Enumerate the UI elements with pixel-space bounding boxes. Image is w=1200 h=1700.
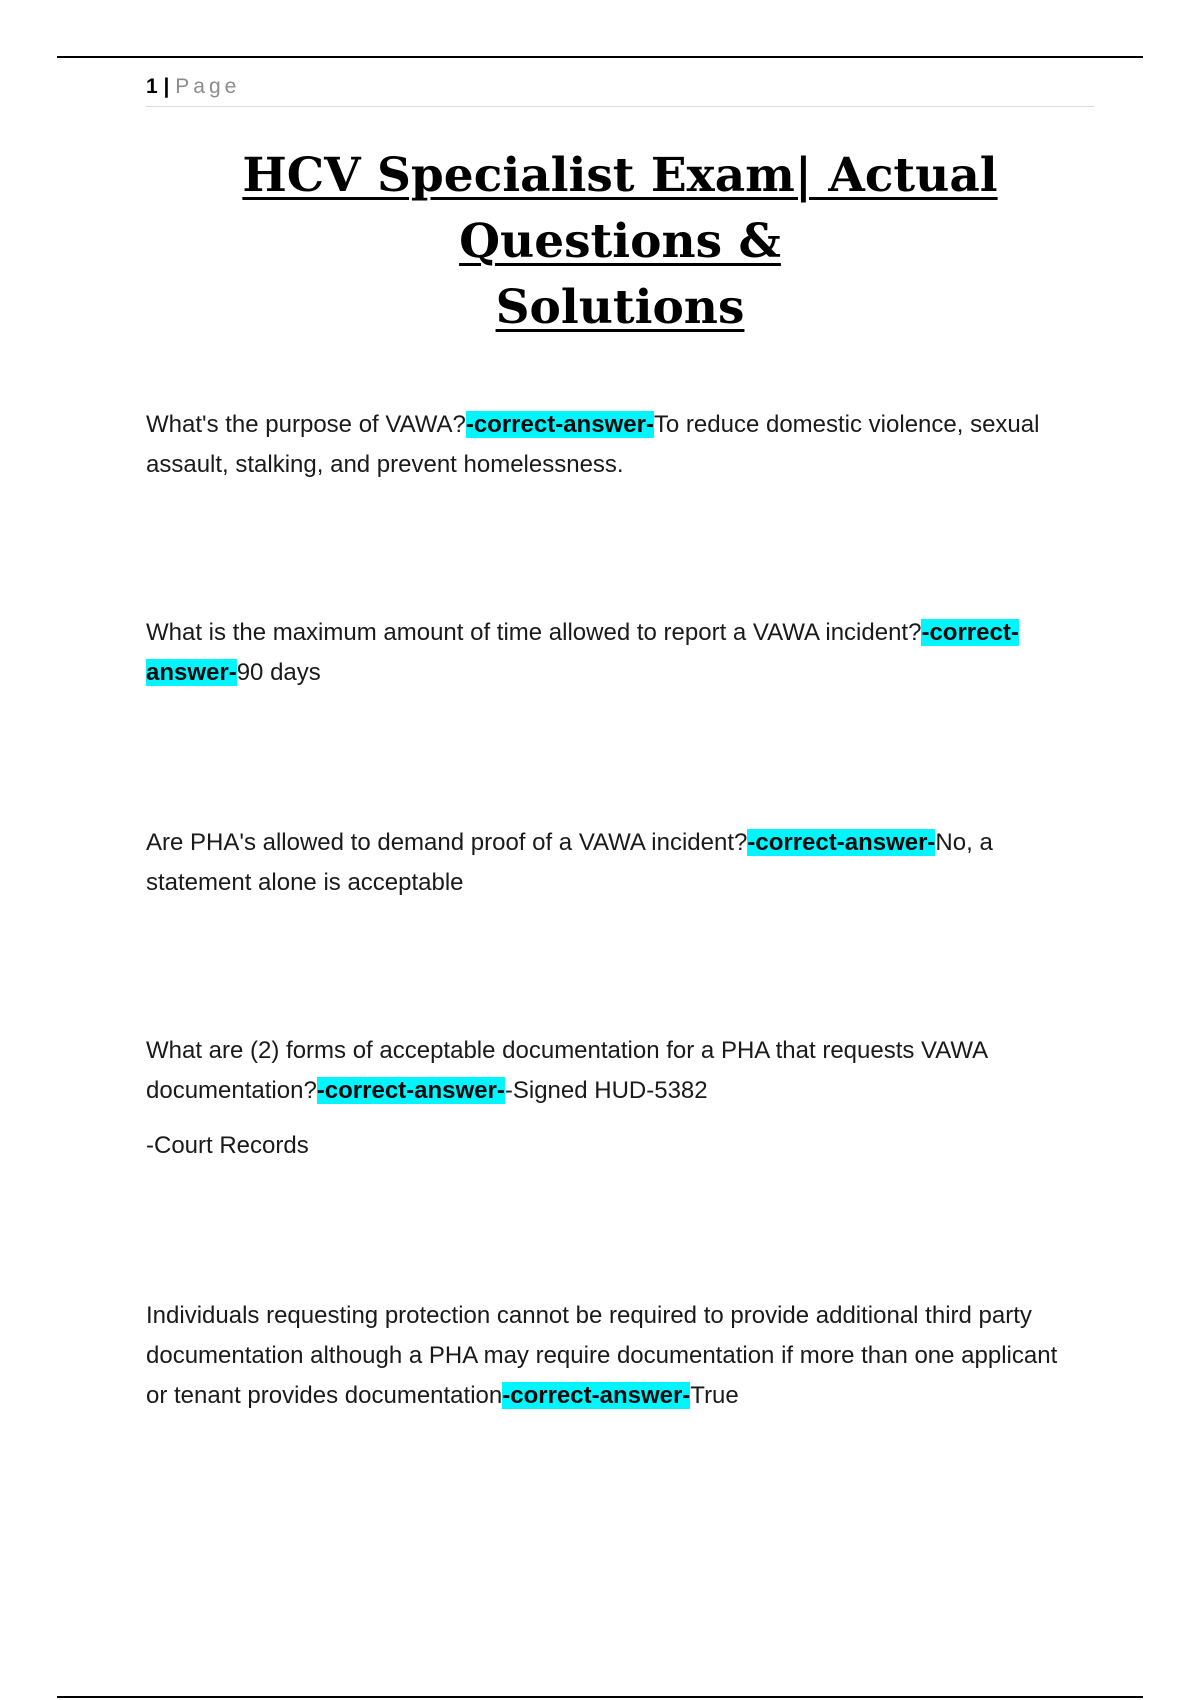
- page-label: Page: [175, 75, 241, 98]
- page-bottom-rule: [57, 1696, 1143, 1698]
- page-header: [146, 74, 1094, 107]
- page-separator: |: [163, 75, 170, 98]
- answer-4-extra: -Court Records: [146, 1132, 309, 1159]
- answer-2: 90 days: [236, 659, 321, 686]
- correct-answer-marker-4: -correct-answer-: [316, 1077, 505, 1104]
- qa-item-4: [146, 1031, 1066, 1111]
- question-4: What are (2) forms of acceptable documentation for a PHA that requests VAWA documentation?: [146, 1037, 987, 1104]
- question-3: Are PHA's allowed to demand proof of a VAWA incident?: [146, 829, 748, 856]
- correct-answer-marker-3: -correct-answer-: [747, 829, 936, 856]
- question-5: Individuals requesting protection cannot be required to provide additional third party documentation although a PHA may require documentation if more than one applicant or tenant provides documentation: [146, 1302, 1058, 1409]
- answer-4: -Signed HUD-5382: [504, 1077, 708, 1104]
- qa-item-1: [146, 405, 1066, 485]
- correct-answer-marker-2: -correct-answer-: [146, 619, 1019, 686]
- qa-item-5: [146, 1296, 1066, 1416]
- page-top-rule: [57, 56, 1143, 58]
- correct-answer-marker-1: -correct-answer-: [465, 411, 654, 438]
- correct-answer-marker-5: -correct-answer-: [502, 1382, 691, 1409]
- title-line-1: HCV Specialist Exam| Actual Questions &: [242, 148, 998, 269]
- answer-1: To reduce domestic violence, sexual assault, stalking, and prevent homelessness.: [146, 411, 1040, 478]
- answer-3: No, a statement alone is acceptable: [146, 829, 993, 896]
- question-1: What's the purpose of VAWA?: [146, 411, 466, 438]
- qa-item-3: [146, 823, 1066, 903]
- title-line-2: Solutions: [495, 280, 745, 335]
- qa-item-2: [146, 613, 1066, 693]
- page-number: 1: [146, 75, 158, 98]
- answer-5: True: [690, 1382, 739, 1409]
- question-2: What is the maximum amount of time allowed to report a VAWA incident?: [146, 619, 922, 646]
- document-title: [146, 143, 1094, 341]
